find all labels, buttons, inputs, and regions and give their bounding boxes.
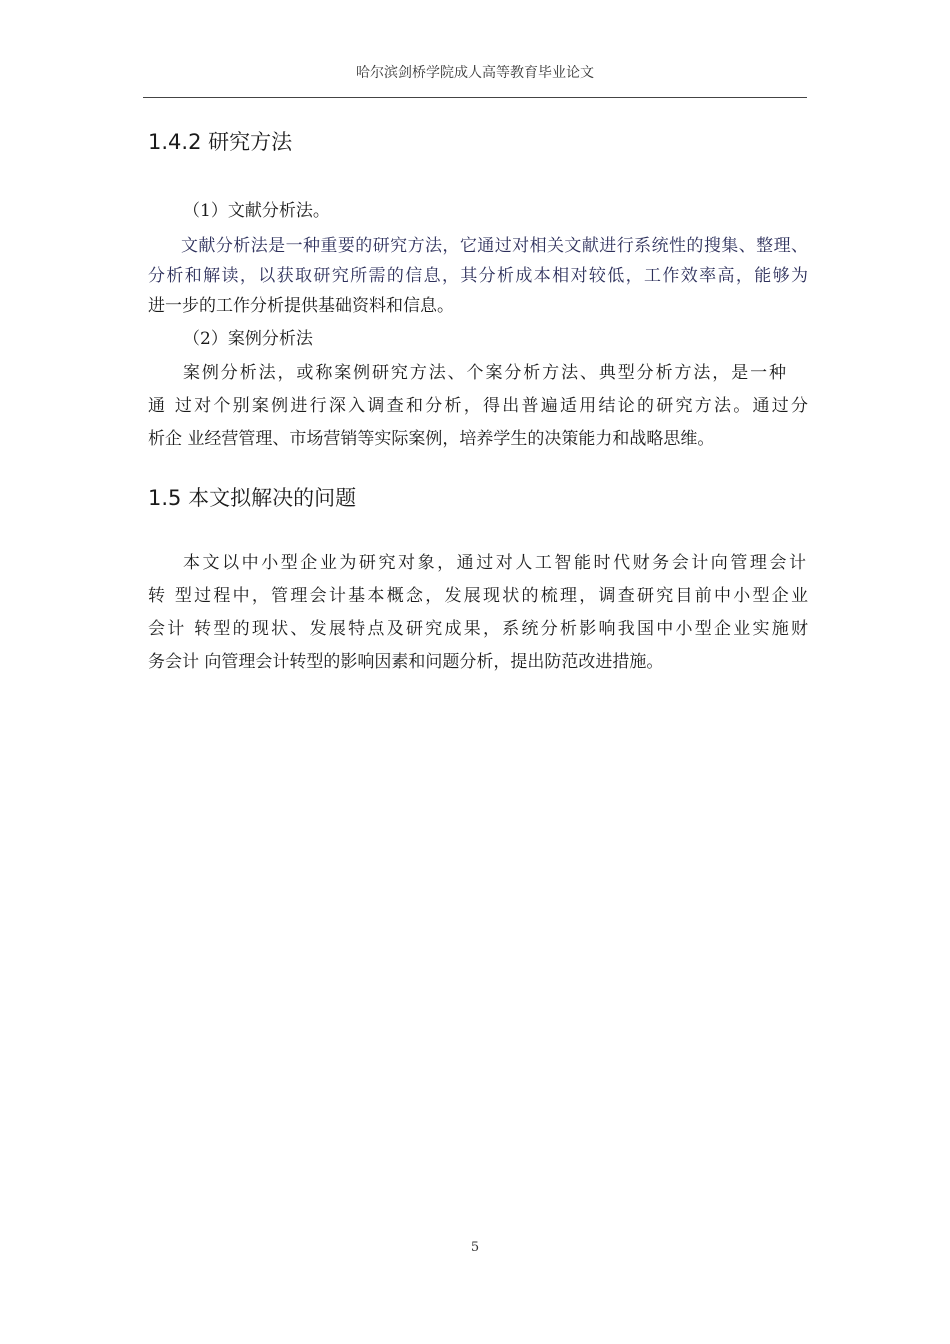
item-1-title: （1）文献分析法。 (183, 201, 330, 221)
section-heading-1-4-2: 1.4.2 研究方法 (148, 130, 293, 154)
page-number: 5 (470, 1240, 480, 1255)
section-1-5-line-1: 本文以中小型企业为研究对象，通过对人工智能时代财务会计向管理会计 (183, 553, 806, 573)
section-heading-1-5: 1.5 本文拟解决的问题 (148, 486, 357, 510)
item-2-paragraph-line-3: 析企 业经营管理、市场营销等实际案例，培养学生的决策能力和战略思维。 (148, 429, 715, 449)
item-1-paragraph-line-1: 文献分析法是一种重要的研究方法，它通过对相关文献进行系统性的搜集、整理、 (181, 236, 808, 256)
item-2-paragraph-line-2: 通 过对个别案例进行深入调查和分析，得出普遍适用结论的研究方法。通过分 (148, 396, 808, 416)
item-1-paragraph-line-2: 分析和解读，以获取研究所需的信息，其分析成本相对较低，工作效率高，能够为 (148, 266, 808, 286)
item-2-paragraph-line-1: 案例分析法，或称案例研究方法、个案分析方法、典型分析方法，是一种 (183, 363, 786, 383)
section-1-5-line-2: 转 型过程中，管理会计基本概念，发展现状的梳理，调查研究目前中小型企业 (148, 586, 808, 606)
item-2-title: （2）案例分析法 (183, 329, 313, 349)
header-divider (143, 97, 807, 98)
section-1-5-line-4: 务会计 向管理会计转型的影响因素和问题分析，提出防范改进措施。 (148, 652, 664, 672)
section-1-5-line-3: 会计 转型的现状、发展特点及研究成果，系统分析影响我国中小型企业实施财 (148, 619, 808, 639)
item-1-paragraph-line-3: 进一步的工作分析提供基础资料和信息。 (148, 296, 454, 316)
page-header: 哈尔滨剑桥学院成人高等教育毕业论文 (356, 65, 594, 81)
